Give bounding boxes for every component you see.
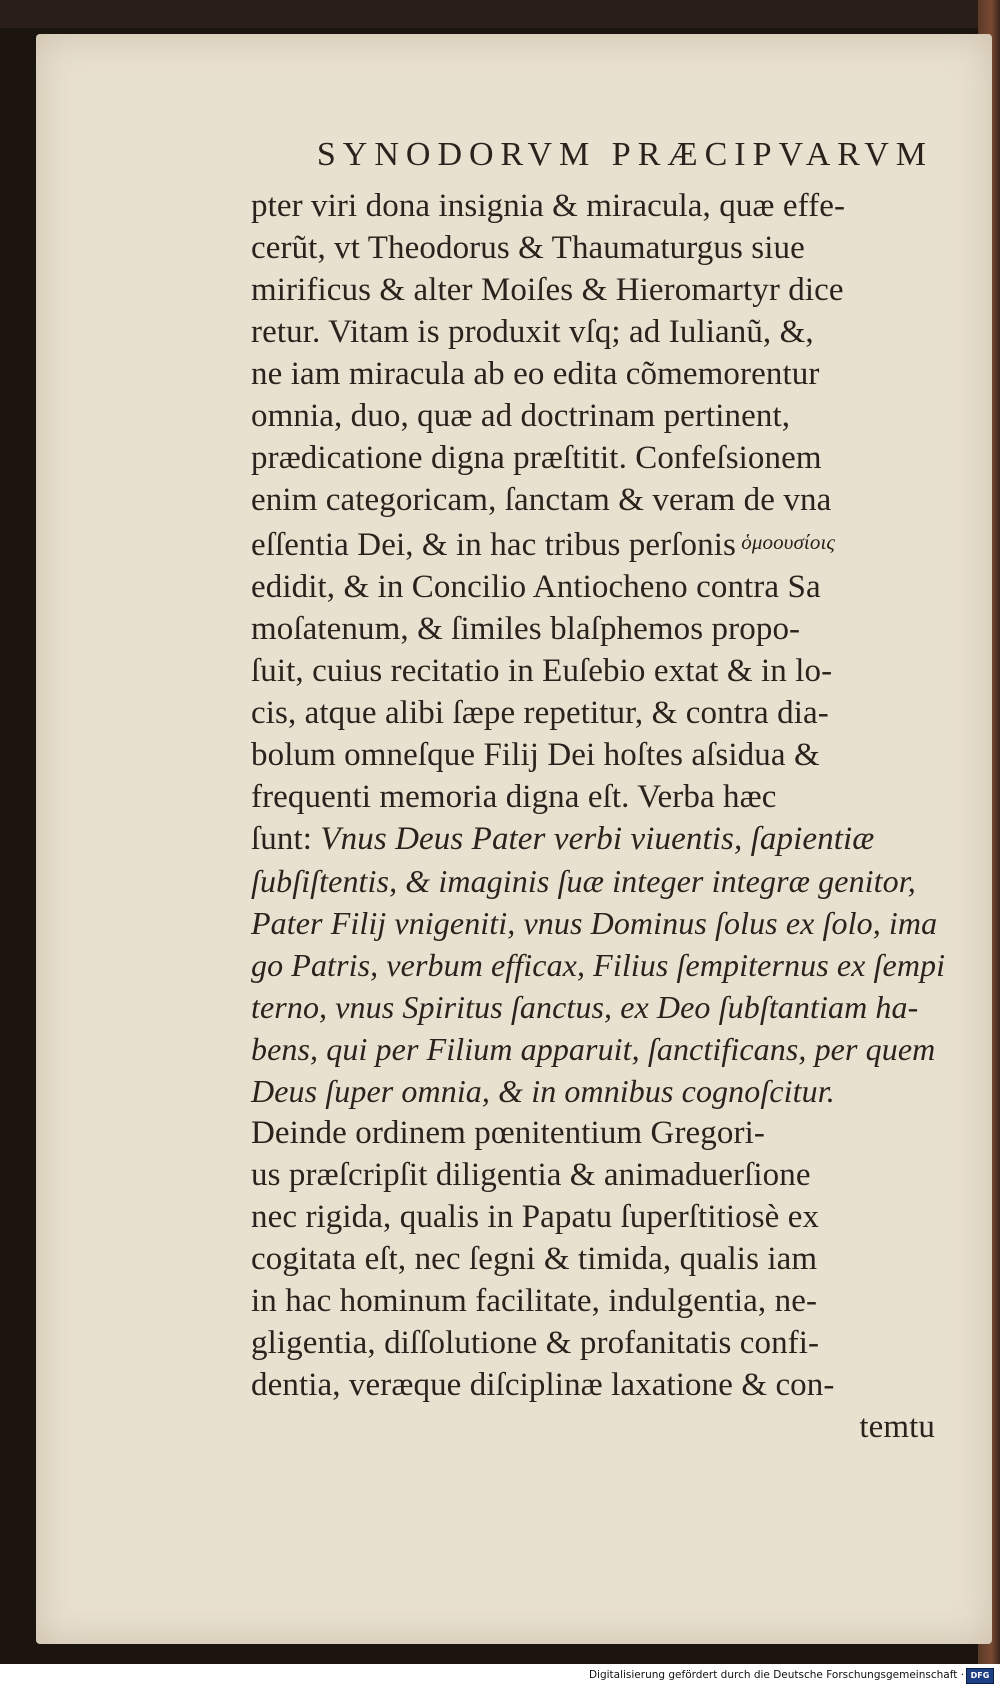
text-line <box>251 1112 991 1154</box>
text-line <box>251 692 991 734</box>
text-line <box>251 902 991 944</box>
text-line <box>251 311 991 353</box>
line-text: eſſentia Dei, & in hac tribus perſonis <box>251 527 736 563</box>
text-line <box>251 776 991 818</box>
line-text: nec rigida, qualis in Papatu ſuperſtitiosè ex <box>251 1199 820 1235</box>
line-text: temtu <box>859 1409 935 1445</box>
dfg-logo: DFG <box>966 1668 994 1684</box>
line-text: bolum omneſque Filij Dei hoſtes aſsidua & <box>251 737 820 773</box>
text-line <box>251 185 991 227</box>
page-text-block <box>251 129 991 1448</box>
line-text: Deus ſuper omnia, & in omnibus cognoſcitur. <box>251 1073 835 1109</box>
text-line <box>251 1028 991 1070</box>
line-text: pter viri dona insignia & miracula, quæ effe- <box>251 188 846 224</box>
book-page <box>36 34 992 1644</box>
line-text: moſatenum, & ſimiles blaſphemos propo- <box>251 611 801 647</box>
text-line <box>251 269 991 311</box>
footer-bar <box>0 1664 1000 1688</box>
line-text: terno, vnus Spiritus ſanctus, ex Deo ſubſtantiam ha- <box>251 989 919 1025</box>
line-text: us præſcripſit diligentia & animaduerſione <box>251 1157 811 1193</box>
line-text: dentia, veræque diſciplinæ laxatione & con- <box>251 1367 835 1403</box>
italic-text: Vnus Deus Pater verbi viuentis, ſapientiæ <box>320 821 875 857</box>
line-text: omnia, duo, quæ ad doctrinam pertinent, <box>251 398 791 434</box>
line-text: Pater Filij vnigeniti, vnus Dominus ſolus ex ſolo, ima <box>251 905 938 941</box>
line-text: in hac hominum facilitate, indulgentia, ne- <box>251 1283 818 1319</box>
line-text: retur. Vitam is produxit vſq; ad Iulianũ, &, <box>251 314 814 350</box>
text-line <box>251 1280 991 1322</box>
text-line <box>251 608 991 650</box>
text-line <box>251 1070 991 1112</box>
line-text: edidit, & in Concilio Antiocheno contra Sa <box>251 569 821 605</box>
line-text: gligentia, diſſolutione & profanitatis confi- <box>251 1325 820 1361</box>
line-text: cogitata eſt, nec ſegni & timida, qualis iam <box>251 1241 818 1277</box>
text-line <box>251 734 991 776</box>
roman-text: ſunt: <box>251 821 321 857</box>
text-line <box>251 395 991 437</box>
line-text: go Patris, verbum efficax, Filius ſempiternus ex ſempi <box>251 947 946 983</box>
line-text: mirificus & alter Moiſes & Hieromartyr dice <box>251 272 844 308</box>
text-line <box>251 650 991 692</box>
text-line <box>251 1322 991 1364</box>
line-text: Deinde ordinem pœnitentium Gregori- <box>251 1115 765 1151</box>
digitization-credit: Digitalisierung gefördert durch die Deutsche Forschungsgemeinschaft · <box>588 1669 964 1681</box>
line-text: cerũt, vt Theodorus & Thaumaturgus siue <box>251 230 805 266</box>
scan-top-edge <box>0 0 1000 28</box>
text-line <box>251 860 991 902</box>
catchword <box>251 1406 991 1448</box>
text-line <box>251 944 991 986</box>
running-header: SYNODORVM PRÆCIPVARVM <box>316 136 933 173</box>
text-line <box>251 521 991 566</box>
text-line <box>251 437 991 479</box>
text-line <box>251 353 991 395</box>
line-text: enim categoricam, ſanctam & veram de vna <box>251 482 832 518</box>
line-text: ſuit, cuius recitatio in Euſebio extat & in lo- <box>251 653 833 689</box>
text-line <box>251 818 991 860</box>
text-line <box>251 227 991 269</box>
text-line <box>251 479 991 521</box>
text-line <box>251 1364 991 1406</box>
line-text: frequenti memoria digna eſt. Verba hæc <box>251 779 777 815</box>
line-text: prædicatione digna præſtitit. Confeſsionem <box>251 440 822 476</box>
text-lines <box>251 185 991 1448</box>
line-text: ne iam miracula ab eo edita cõmemorentur <box>251 356 820 392</box>
greek-word: ὁμοουσίοις <box>735 530 836 554</box>
line-text: bens, qui per Filium apparuit, ſanctificans, per quem <box>251 1031 936 1067</box>
text-line <box>251 1196 991 1238</box>
text-line <box>251 1238 991 1280</box>
text-line <box>251 566 991 608</box>
text-line <box>251 1154 991 1196</box>
line-text: cis, atque alibi ſæpe repetitur, & contra dia- <box>251 695 829 731</box>
line-text: ſubſiſtentis, & imaginis ſuæ integer integræ genitor, <box>251 863 916 899</box>
text-line <box>251 986 991 1028</box>
